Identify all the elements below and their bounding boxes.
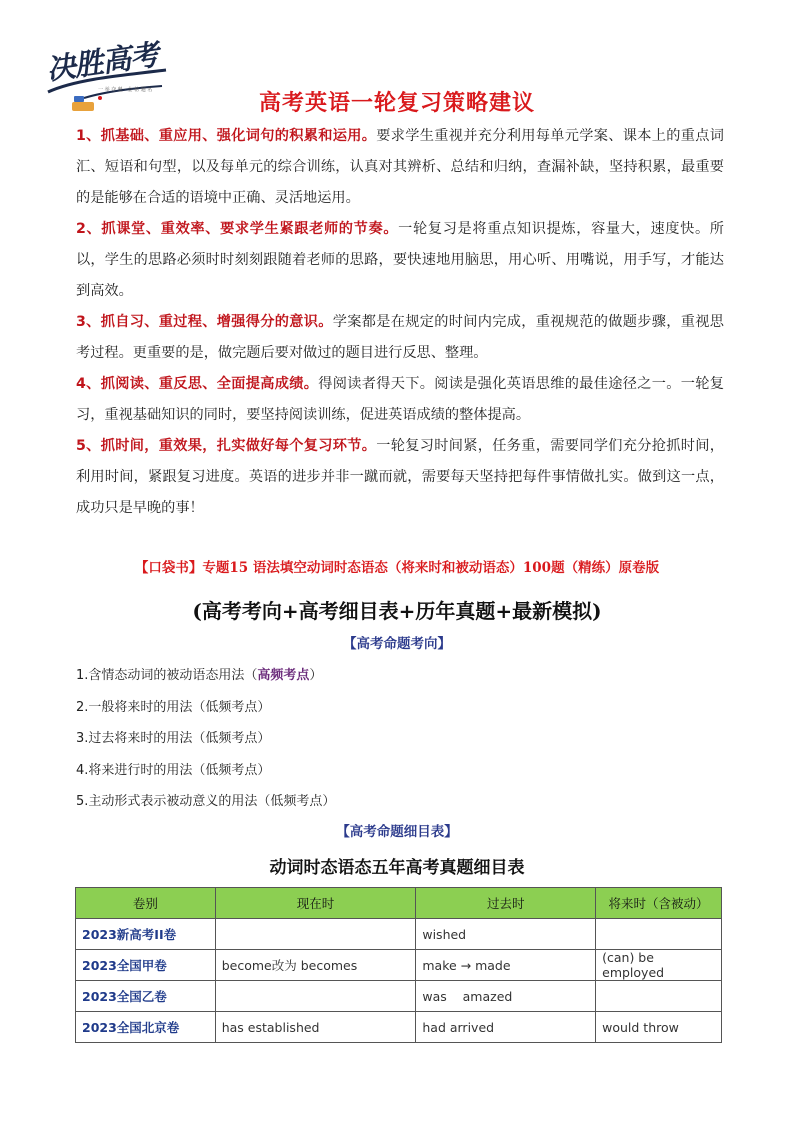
paper-cell: 2023全国北京卷: [76, 1012, 216, 1043]
sub-title: (高考考向+高考细目表+历年真题+最新模拟): [192, 599, 602, 623]
table-header-row: [76, 888, 722, 919]
paper-cell: 2023全国甲卷: [76, 950, 216, 981]
tip-item: [76, 121, 724, 214]
tip-item: [76, 307, 724, 369]
table-cell: make → made: [416, 950, 596, 981]
exam-point-text: 1.含情态动词的被动语态用法（: [76, 668, 258, 683]
tip-body: 得阅读者得天下。阅读是强化英语思维的最佳途径之一。一轮复习，重视基础知识的同时，要坚持阅读训练，促进英语成绩的整体提高。: [76, 376, 724, 423]
tip-highlight: 5、抓时间，重效果，扎实做好每个复习环节。: [76, 438, 377, 454]
section-heading-directions: 【高考命题考向】: [343, 636, 451, 652]
table-cell: has established: [215, 1012, 416, 1043]
topic-title: 【口袋书】专题15 语法填空动词时态语态（将来时和被动语态）100题（精练）原卷版: [134, 560, 660, 576]
logo-tagline: 一 举 夺 魁 · 金 榜 题 名: [98, 87, 153, 93]
exam-point: [76, 723, 335, 755]
table-cell: become改为 becomes: [215, 950, 416, 981]
tip-highlight: 4、抓阅读、重反思、全面提高成绩。: [76, 376, 319, 392]
table-cell: [596, 919, 722, 950]
logo-text: 决胜高考: [44, 37, 161, 87]
table-row: [76, 919, 722, 950]
table-cell: [215, 981, 416, 1012]
section-heading-detail-table: 【高考命题细目表】: [336, 824, 458, 840]
tip-body: 一轮复习是将重点知识提炼，容量大，速度快。所以，学生的思路必须时时刻刻跟随着老师的思路，要快速地用脑思，用心听、用嘴说，用手写，才能达到高效。: [76, 221, 724, 299]
table-cell: [215, 919, 416, 950]
exam-point-text: 5.主动形式表示被动意义的用法（低频考点）: [76, 794, 336, 809]
table-title: 动词时态语态五年高考真题细目表: [269, 858, 525, 878]
tip-highlight: 2、抓课堂、重效率、要求学生紧跟老师的节奏。: [76, 221, 399, 237]
tip-item: [76, 214, 724, 307]
table-row: [76, 981, 722, 1012]
page-title: 高考英语一轮复习策略建议: [258, 91, 535, 116]
tip-item: [76, 369, 724, 431]
tip-highlight: 3、抓自习、重过程、增强得分的意识。: [76, 314, 333, 330]
tips-list: [76, 121, 724, 524]
tip-body: 要求学生重视并充分利用每单元学案、课本上的重点词汇、短语和句型，以及每单元的综合训练，认真对其辨析、总结和归纳，查漏补缺，坚持积累，最重要的是能够在合适的语境中正确、灵活地运用。: [76, 128, 724, 206]
exam-detail-table: [75, 887, 722, 1043]
exam-point-text: 4.将来进行时的用法（低频考点）: [76, 762, 271, 778]
paper-cell: 2023全国乙卷: [76, 981, 216, 1012]
exam-point: [76, 755, 335, 787]
exam-point-text: 3.过去将来时的用法（低频考点）: [76, 731, 271, 746]
table-cell: was amazed: [416, 981, 596, 1012]
tip-body: 一轮复习时间紧，任务重，需要同学们充分抢抓时间，利用时间，紧跟复习进度。英语的进步并非一蹴而就，需要每天坚持把每件事情做扎实。做到这一点，成功只是早晚的事！: [76, 438, 724, 516]
exam-point-tail: ）: [309, 668, 323, 683]
column-header: 过去时: [416, 888, 596, 919]
table-cell: [596, 981, 722, 1012]
table-row: [76, 950, 722, 981]
exam-point: [76, 692, 335, 724]
table-cell: had arrived: [416, 1012, 596, 1043]
exam-point-frequency: 高频考点: [257, 668, 310, 683]
exam-point: [76, 786, 335, 818]
tip-body: 学案都是在规定的时间内完成，重视规范的做题步骤，重视思考过程。更重要的是，做完题后要对做过的题目进行反思、整理。: [76, 314, 724, 361]
table-cell: (can) be employed: [596, 950, 722, 981]
exam-point-text: 2.一般将来时的用法（低频考点）: [76, 699, 271, 715]
table-row: [76, 1012, 722, 1043]
table-cell: would throw: [596, 1012, 722, 1043]
paper-cell: 2023新高考II卷: [76, 919, 216, 950]
table-cell: wished: [416, 919, 596, 950]
exam-point: [76, 660, 335, 692]
exam-points-list: [76, 660, 335, 818]
column-header: 将来时（含被动）: [596, 888, 722, 919]
tip-item: [76, 431, 724, 524]
column-header: 卷别: [76, 888, 216, 919]
column-header: 现在时: [215, 888, 416, 919]
tip-highlight: 1、抓基础、重应用、强化词句的积累和运用。: [76, 128, 377, 144]
